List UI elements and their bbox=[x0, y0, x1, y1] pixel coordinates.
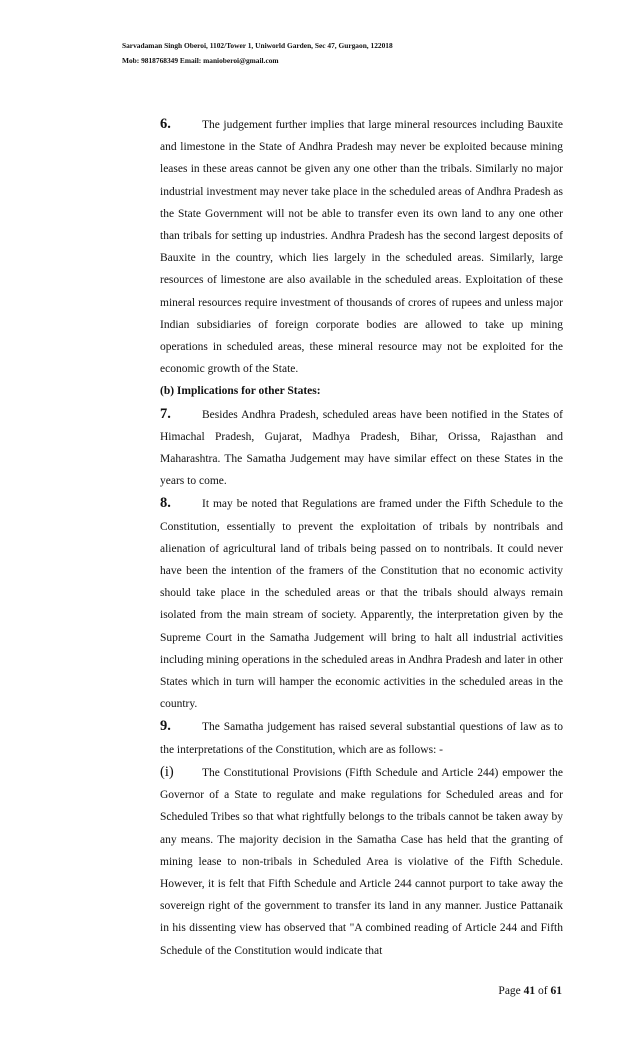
paragraph-number: 9. bbox=[160, 718, 171, 735]
paragraph-number: 6. bbox=[160, 116, 171, 132]
page-footer bbox=[498, 985, 562, 997]
page-label: Page bbox=[498, 985, 521, 997]
paragraph-6 bbox=[160, 113, 563, 380]
paragraph-text: It may be noted that Regulations are framed under the Fifth Schedule to the Constitution, essentially to prevent the exploitation of tribals by nontribals and alienation of agricultural land of tribals being passed on to nontribals. It could never have been the intention of the framers of the Constitution that no economic activity should take place in the scheduled areas or that the tribals should always remain isolated from the main stream of society. Apparently, the interpretation given by the Supreme Court in the Samatha Judgement will bring to halt all industrial activities including mining operations in the scheduled areas in Andhra Pradesh and later in other States which in turn will hamper the economic activities in the scheduled areas in the country. bbox=[160, 498, 563, 711]
paragraph-text: The Constitutional Provisions (Fifth Schedule and Article 244) empower the Governor of a State to regulate and make regulations for Scheduled areas and for Scheduled Tribes so that what rightfully belongs to the tribals cannot be taken away by any means. The majority decision in the Samatha Case has held that the granting of mining lease to non-tribals in Scheduled Area is violative of the Fifth Schedule. However, it is felt that Fifth Schedule and Article 244 cannot purport to take away the sovereign right of the government to transfer its land in any manner. Justice Pattanaik in his dissenting view has observed that "A combined reading of Article 244 and Fifth Schedule of the Constitution would indicate that bbox=[160, 766, 563, 957]
paragraph-text: Besides Andhra Pradesh, scheduled areas have been notified in the States of Himachal Pradesh, Gujarat, Madhya Pradesh, Bihar, Orissa, Rajasthan and Maharashtra. The Samatha Judgement may have similar effect on these States in the years to come. bbox=[160, 408, 563, 488]
current-page-number: 41 bbox=[523, 985, 536, 997]
paragraph-number: 8. bbox=[160, 495, 171, 512]
total-pages: 61 bbox=[550, 985, 562, 997]
paragraph-text: The Samatha judgement has raised several substantial questions of law as to the interpretations of the Constitution, which are as follows: - bbox=[160, 721, 563, 756]
paragraph-text: The judgement further implies that large mineral resources including Bauxite and limestone in the State of Andhra Pradesh may never be exploited because mining leases in these areas cannot be given any one other than the tribals. Similarly no major industrial investment may never take place in the scheduled areas of Andhra Pradesh as the State Government will not be able to transfer even its own land to any one other than tribals for setting up industries. Andhra Pradesh has the second largest deposits of Bauxite in the country, which lies largely in the scheduled areas. Similarly, large resources of limestone are also available in the scheduled areas. Exploitation of these mineral resources require investment of thousands of crores of rupees and unless major Indian subsidiaries of foreign corporate bodies are allowed to take up mining operations in scheduled areas, these mineral resource may not be exploited for the economic growth of the State. bbox=[160, 119, 563, 376]
paragraph-7 bbox=[160, 403, 563, 493]
subheading-other-states: (b) Implications for other States: bbox=[160, 385, 321, 398]
of-label: of bbox=[538, 985, 548, 997]
letterhead-address: Sarvadaman Singh Oberoi, 1102/Tower 1, Uniworld Garden, Sec 47, Gurgaon, 122018 bbox=[122, 41, 393, 50]
paragraph-number: (i) bbox=[160, 763, 174, 780]
paragraph-8 bbox=[160, 492, 563, 715]
document-body bbox=[160, 113, 563, 962]
letterhead-contact: Mob: 9818768349 Email: manioberoi@gmail.com bbox=[122, 56, 279, 65]
letterhead bbox=[122, 38, 393, 68]
paragraph-number: 7. bbox=[160, 405, 171, 422]
paragraph-i bbox=[160, 761, 563, 962]
paragraph-9 bbox=[160, 715, 563, 760]
